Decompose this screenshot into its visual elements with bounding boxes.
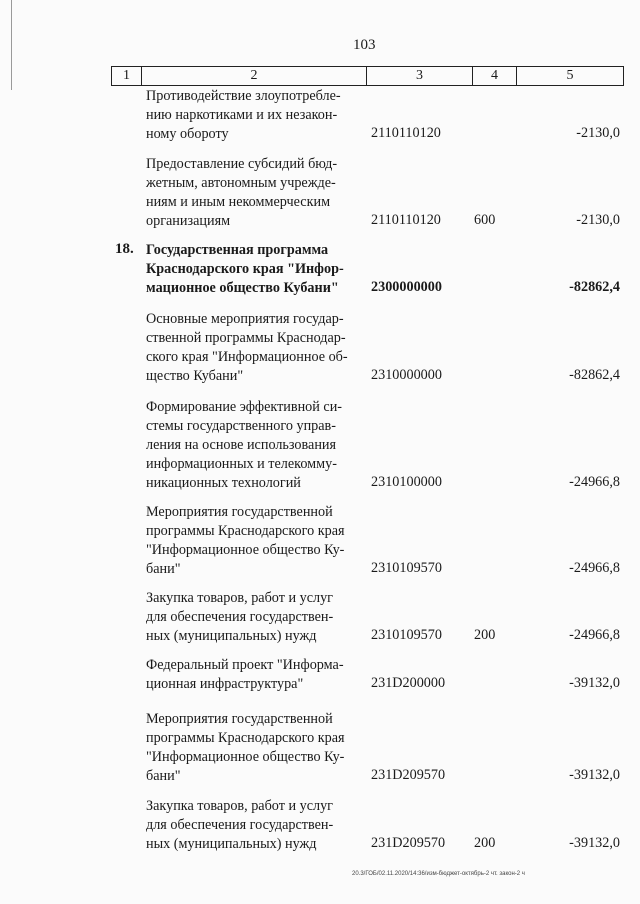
footer-stamp: 20.3/ГОБ/02.11.2020/14:36/изм-бюджет-октябрь-2 чт. закон-2 ч bbox=[352, 871, 525, 877]
row-code: 231D209570 bbox=[371, 767, 446, 783]
row-name-line: программы Краснодарского края bbox=[146, 730, 345, 746]
row-number: 18. bbox=[115, 241, 134, 257]
row-name bbox=[146, 155, 360, 231]
row-expense-type: 200 bbox=[474, 627, 496, 643]
row-name-line: "Информационное общество Ку- bbox=[146, 542, 345, 558]
row-amount: -82862,4 bbox=[569, 279, 620, 295]
row-name bbox=[146, 656, 360, 694]
row-name-line: программы Краснодарского края bbox=[146, 523, 345, 539]
row-name-line: Краснодарского края "Инфор- bbox=[146, 261, 344, 277]
row-name-line: Противодействие злоупотребле- bbox=[146, 88, 341, 104]
row-code: 2300000000 bbox=[371, 279, 442, 295]
row-name-line: Закупка товаров, работ и услуг bbox=[146, 798, 333, 814]
row-name-line: организациям bbox=[146, 213, 231, 229]
row-code: 2110110120 bbox=[371, 125, 441, 141]
row-name bbox=[146, 710, 360, 786]
row-name-line: ского края "Информационное об- bbox=[146, 349, 348, 365]
row-name-line: Основные мероприятия государ- bbox=[146, 311, 344, 327]
row-name-line: бани" bbox=[146, 768, 181, 784]
row-amount: -39132,0 bbox=[569, 835, 620, 851]
row-name-line: Государственная программа bbox=[146, 242, 329, 258]
row-name-line: ниям и иным некоммерческим bbox=[146, 194, 331, 210]
row-name bbox=[146, 398, 360, 493]
row-code: 231D200000 bbox=[371, 675, 446, 691]
row-name-line: ционная инфраструктура" bbox=[146, 676, 304, 692]
row-expense-type: 600 bbox=[474, 212, 496, 228]
row-amount: -2130,0 bbox=[576, 125, 620, 141]
row-name-line: бани" bbox=[146, 561, 181, 577]
row-code: 231D209570 bbox=[371, 835, 446, 851]
header-col-5: 5 bbox=[566, 68, 574, 83]
row-name-line: для обеспечения государствен- bbox=[146, 609, 334, 625]
row-name-line: ному обороту bbox=[146, 126, 229, 142]
header-col-1: 1 bbox=[112, 67, 142, 85]
page-number: 103 bbox=[353, 37, 376, 53]
row-name-line: жетным, автономным учрежде- bbox=[146, 175, 336, 191]
row-code: 2310000000 bbox=[371, 367, 442, 383]
row-code: 2110110120 bbox=[371, 212, 441, 228]
row-code: 2310100000 bbox=[371, 474, 442, 490]
row-name-line: мационное общество Кубани" bbox=[146, 280, 339, 296]
header-col-2: 2 bbox=[142, 67, 367, 85]
row-name-line: для обеспечения государствен- bbox=[146, 817, 334, 833]
row-expense-type: 200 bbox=[474, 835, 496, 851]
row-name-line: Мероприятия государственной bbox=[146, 711, 333, 727]
row-name bbox=[146, 241, 360, 298]
row-name-line: нию наркотиками и их незакон- bbox=[146, 107, 338, 123]
row-name bbox=[146, 503, 360, 579]
header-col-3: 3 bbox=[367, 67, 473, 85]
row-name-line: ления на основе использования bbox=[146, 437, 337, 453]
row-code: 2310109570 bbox=[371, 560, 442, 576]
row-name-line: Федеральный проект "Информа- bbox=[146, 657, 344, 673]
row-name bbox=[146, 310, 360, 386]
row-name-line: щество Кубани" bbox=[146, 368, 244, 384]
row-code: 2310109570 bbox=[371, 627, 442, 643]
row-name-line: ных (муниципальных) нужд bbox=[146, 836, 317, 852]
row-amount: -82862,4 bbox=[569, 367, 620, 383]
row-name-line: Предоставление субсидий бюд- bbox=[146, 156, 338, 172]
header-col-4: 4 bbox=[473, 67, 517, 85]
row-name bbox=[146, 589, 360, 646]
row-name bbox=[146, 87, 360, 144]
row-amount: -39132,0 bbox=[569, 767, 620, 783]
row-name-line: стемы государственного управ- bbox=[146, 418, 336, 434]
row-name-line: никационных технологий bbox=[146, 475, 301, 491]
row-name-line: ственной программы Краснодар- bbox=[146, 330, 346, 346]
row-name-line: Мероприятия государственной bbox=[146, 504, 333, 520]
row-name-line: ных (муниципальных) нужд bbox=[146, 628, 317, 644]
row-name-line: Закупка товаров, работ и услуг bbox=[146, 590, 333, 606]
row-name-line: информационных и телекомму- bbox=[146, 456, 337, 472]
table-header-row bbox=[111, 66, 624, 86]
row-amount: -24966,8 bbox=[569, 627, 620, 643]
row-amount: -2130,0 bbox=[576, 212, 620, 228]
row-name-line: "Информационное общество Ку- bbox=[146, 749, 345, 765]
row-amount: -24966,8 bbox=[569, 560, 620, 576]
row-amount: -24966,8 bbox=[569, 474, 620, 490]
row-name bbox=[146, 797, 360, 854]
row-amount: -39132,0 bbox=[569, 675, 620, 691]
row-name-line: Формирование эффективной си- bbox=[146, 399, 343, 415]
